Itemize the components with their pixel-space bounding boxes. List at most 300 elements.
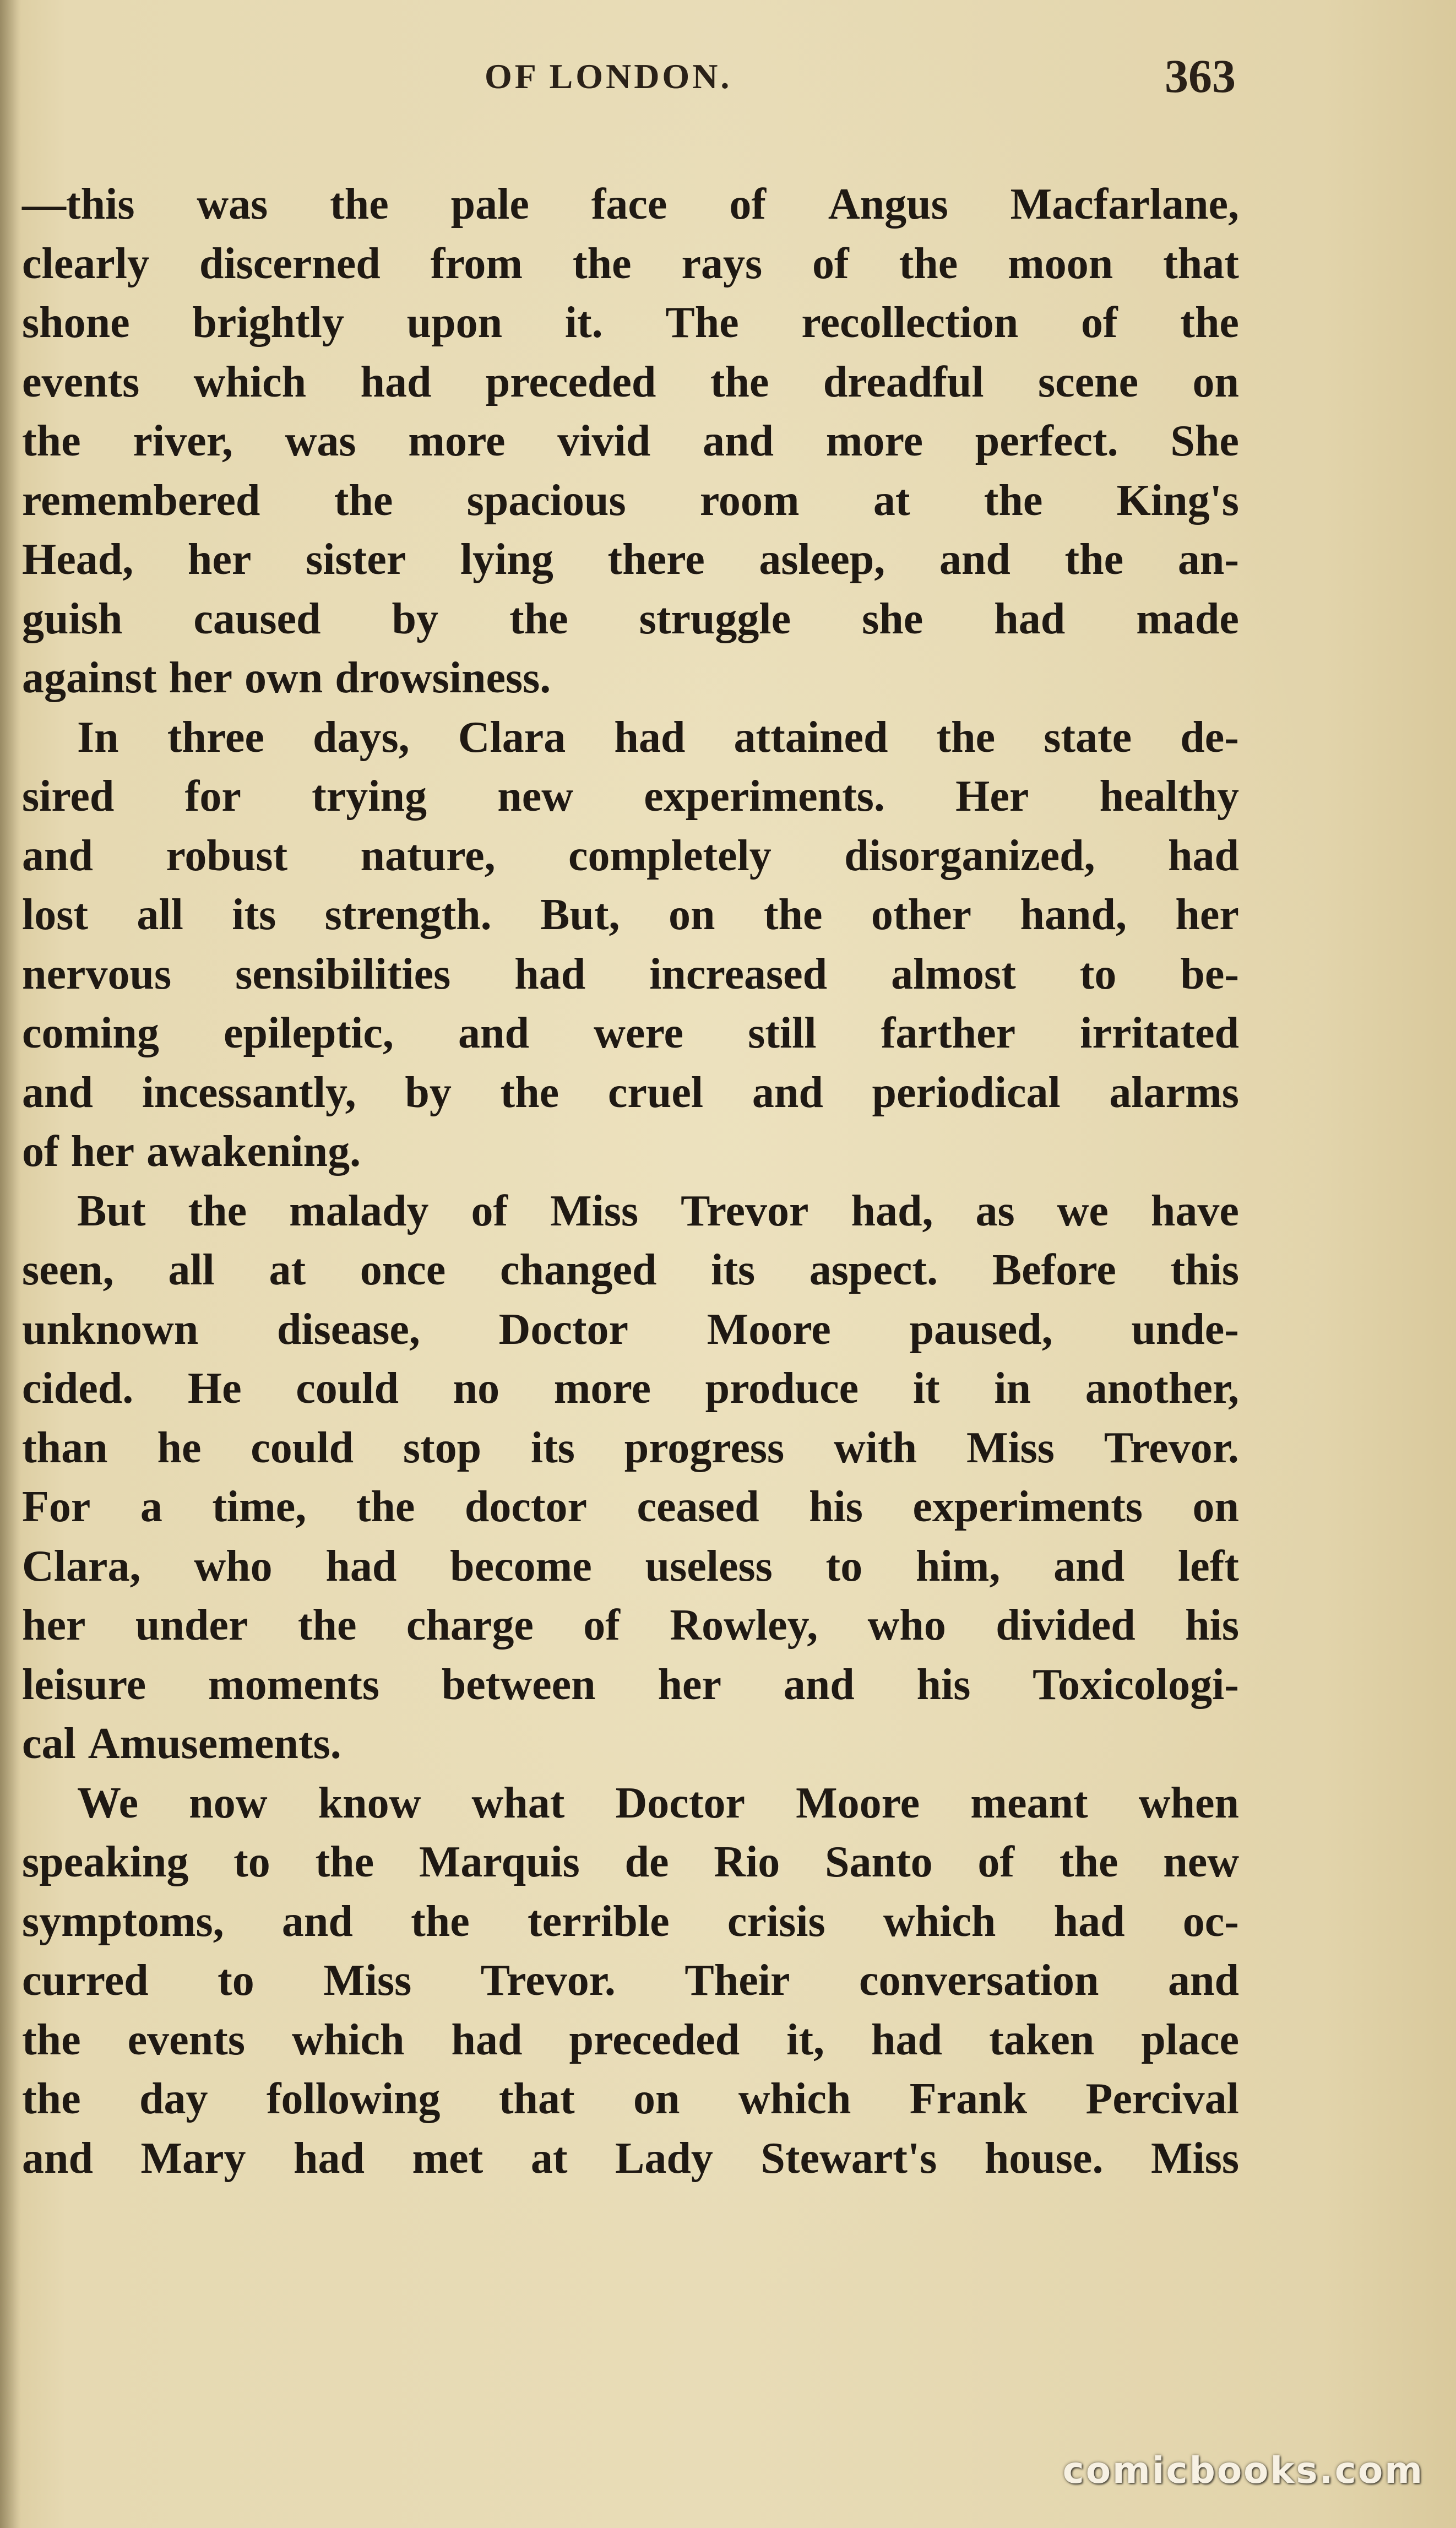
- word: under: [135, 1601, 248, 1650]
- word: Rowley,: [670, 1601, 818, 1650]
- word: that: [1163, 239, 1239, 288]
- word: coming: [22, 1009, 159, 1057]
- word: another,: [1085, 1364, 1239, 1413]
- word: her: [70, 1127, 135, 1176]
- word: the: [572, 239, 632, 288]
- word: symptoms,: [22, 1897, 224, 1946]
- word: pale: [450, 180, 529, 229]
- word: the: [1180, 299, 1239, 347]
- word: King's: [1116, 476, 1239, 525]
- word: Clara,: [22, 1542, 141, 1591]
- word: —this: [22, 180, 135, 229]
- word: could: [296, 1364, 399, 1413]
- word: changed: [499, 1246, 657, 1294]
- word: we: [1057, 1186, 1109, 1235]
- word: meant: [970, 1778, 1088, 1827]
- text-line: [22, 1892, 1239, 1952]
- word: We: [77, 1778, 139, 1827]
- word: she: [862, 594, 923, 643]
- word: Miss: [550, 1186, 639, 1235]
- word: de: [624, 1838, 669, 1886]
- word: had: [325, 1542, 397, 1591]
- word: what: [471, 1778, 565, 1827]
- word: charge: [406, 1601, 534, 1650]
- word: had: [994, 594, 1066, 643]
- word: could: [251, 1423, 354, 1472]
- word: at: [873, 476, 910, 525]
- word: nature,: [360, 831, 496, 880]
- word: of: [471, 1186, 508, 1235]
- word: to: [825, 1542, 863, 1591]
- word: events: [22, 357, 140, 406]
- word: between: [441, 1660, 596, 1709]
- text-line: [22, 1004, 1239, 1064]
- word: her: [187, 535, 252, 584]
- text-line: [22, 1359, 1239, 1419]
- word: Stewart's: [760, 2134, 937, 2183]
- word: her: [22, 1601, 86, 1650]
- word: divided: [996, 1601, 1136, 1650]
- word: days,: [313, 713, 410, 762]
- text-line: [22, 1774, 1239, 1833]
- word: healthy: [1099, 772, 1239, 821]
- word: was: [197, 180, 268, 229]
- word: robust: [166, 831, 288, 880]
- word: on: [1192, 357, 1239, 406]
- text-line: [22, 2129, 1239, 2189]
- word: of: [812, 239, 849, 288]
- word: new: [497, 772, 573, 821]
- text-line: [22, 1122, 1239, 1182]
- word: from: [430, 239, 523, 288]
- word: his: [809, 1483, 863, 1531]
- word: was: [285, 417, 356, 465]
- word: incessantly,: [142, 1068, 356, 1117]
- word: when: [1138, 1778, 1239, 1827]
- word: Miss: [966, 1423, 1055, 1472]
- word: epileptic,: [224, 1009, 394, 1057]
- word: the: [936, 713, 996, 762]
- word: alarms: [1109, 1068, 1239, 1117]
- word: almost: [891, 950, 1016, 999]
- word: the: [710, 357, 769, 406]
- word: more: [825, 417, 923, 465]
- word: experiments: [912, 1483, 1143, 1531]
- word: at: [269, 1246, 306, 1294]
- word: upon: [406, 299, 503, 347]
- word: seen,: [22, 1246, 114, 1294]
- word: the: [984, 476, 1043, 525]
- word: awakening.: [146, 1127, 361, 1176]
- text-line: [22, 1241, 1239, 1300]
- word: her: [169, 654, 233, 702]
- word: Trevor: [681, 1186, 809, 1235]
- word: nervous: [22, 950, 172, 999]
- word: attained: [734, 713, 888, 762]
- word: sired: [22, 772, 115, 821]
- word: for: [184, 772, 241, 821]
- text-line: [22, 827, 1239, 886]
- word: and: [281, 1897, 353, 1946]
- word: three: [167, 713, 264, 762]
- word: ceased: [637, 1483, 759, 1531]
- word: which: [738, 2075, 851, 2123]
- word: Macfarlane,: [1010, 180, 1239, 229]
- word: Doctor: [615, 1778, 745, 1827]
- word: disease,: [276, 1305, 420, 1354]
- word: had: [294, 2134, 365, 2183]
- word: left: [1177, 1542, 1239, 1591]
- word: it.: [564, 299, 603, 347]
- word: of: [583, 1601, 620, 1650]
- text-line: [22, 175, 1239, 235]
- word: had: [871, 2015, 943, 2064]
- word: the: [411, 1897, 470, 1946]
- word: But: [77, 1186, 146, 1235]
- word: room: [699, 476, 800, 525]
- word: irritated: [1080, 1009, 1239, 1057]
- word: he: [157, 1423, 202, 1472]
- word: produce: [705, 1364, 859, 1413]
- word: the: [509, 594, 568, 643]
- word: the: [297, 1601, 357, 1650]
- word: Rio: [714, 1838, 780, 1886]
- word: clearly: [22, 239, 149, 288]
- text-line: [22, 1300, 1239, 1360]
- word: But,: [540, 891, 620, 939]
- word: recollection: [801, 299, 1019, 347]
- word: had: [614, 713, 686, 762]
- word: with: [833, 1423, 917, 1472]
- word: the: [500, 1068, 559, 1117]
- word: completely: [568, 831, 772, 880]
- word: an-: [1177, 535, 1239, 584]
- word: more: [553, 1364, 651, 1413]
- word: struggle: [639, 594, 791, 643]
- word: rays: [681, 239, 763, 288]
- word: a: [140, 1483, 162, 1531]
- word: new: [1163, 1838, 1239, 1886]
- word: Angus: [828, 180, 948, 229]
- word: unde-: [1131, 1305, 1239, 1354]
- word: Mary: [140, 2134, 246, 2183]
- word: Their: [684, 1956, 790, 2005]
- word: own: [245, 654, 323, 702]
- body-text: [22, 175, 1239, 2188]
- word: periodical: [872, 1068, 1061, 1117]
- word: which: [291, 2015, 405, 2064]
- word: remembered: [22, 476, 260, 525]
- word: aspect.: [809, 1246, 938, 1294]
- word: once: [360, 1246, 446, 1294]
- text-line: [22, 708, 1239, 768]
- word: and: [752, 1068, 823, 1117]
- word: Moore: [707, 1305, 831, 1354]
- word: lost: [22, 891, 88, 939]
- text-line: [22, 530, 1239, 590]
- text-line: [22, 294, 1239, 353]
- word: curred: [22, 1956, 149, 2005]
- word: have: [1150, 1186, 1239, 1235]
- text-line: [22, 767, 1239, 827]
- word: in: [994, 1364, 1031, 1413]
- word: Marquis: [419, 1838, 580, 1886]
- word: terrible: [528, 1897, 670, 1946]
- word: of: [22, 1127, 59, 1176]
- word: asleep,: [759, 535, 885, 584]
- word: its: [711, 1246, 756, 1294]
- word: which: [193, 357, 307, 406]
- word: de-: [1180, 713, 1239, 762]
- word: Moore: [796, 1778, 920, 1827]
- word: Miss: [1150, 2134, 1239, 2183]
- word: his: [916, 1660, 971, 1709]
- word: be-: [1180, 950, 1239, 999]
- word: events: [127, 2015, 245, 2064]
- word: strength.: [324, 891, 492, 939]
- running-head: OF LONDON.: [485, 57, 732, 96]
- word: met: [412, 2134, 483, 2183]
- word: cruel: [607, 1068, 704, 1117]
- word: She: [1170, 417, 1239, 465]
- word: to: [218, 1956, 254, 2005]
- word: following: [266, 2075, 441, 2123]
- word: at: [530, 2134, 568, 2183]
- word: paused,: [909, 1305, 1053, 1354]
- word: the: [22, 2075, 81, 2123]
- word: to: [233, 1838, 270, 1886]
- word: Her: [955, 772, 1029, 821]
- word: his: [1185, 1601, 1239, 1650]
- word: the: [334, 476, 393, 525]
- word: day: [139, 2075, 208, 2123]
- word: still: [748, 1009, 817, 1057]
- word: Frank: [909, 2075, 1028, 2123]
- word: the: [356, 1483, 415, 1531]
- word: who: [194, 1542, 273, 1591]
- word: know: [318, 1778, 421, 1827]
- word: the: [330, 180, 389, 229]
- word: drowsiness.: [335, 654, 551, 702]
- word: and: [939, 535, 1010, 584]
- word: had,: [851, 1186, 933, 1235]
- word: preceded: [569, 2015, 740, 2064]
- word: its: [232, 891, 276, 939]
- word: were: [594, 1009, 684, 1057]
- word: become: [450, 1542, 592, 1591]
- text-line: [22, 945, 1239, 1005]
- word: house.: [984, 2134, 1104, 2183]
- page-number: 363: [1165, 50, 1236, 102]
- word: sensibilities: [235, 950, 451, 999]
- word: more: [408, 417, 506, 465]
- word: and: [1053, 1542, 1125, 1591]
- word: scene: [1037, 357, 1139, 406]
- text-line: [22, 1596, 1239, 1656]
- word: the: [899, 239, 958, 288]
- word: made: [1136, 594, 1239, 643]
- word: against: [22, 654, 157, 702]
- word: other: [871, 891, 972, 939]
- word: lying: [460, 535, 553, 584]
- word: useless: [645, 1542, 773, 1591]
- word: than: [22, 1423, 108, 1472]
- word: dreadful: [823, 357, 984, 406]
- word: Santo: [825, 1838, 933, 1886]
- word: the: [1064, 535, 1124, 584]
- word: as: [975, 1186, 1015, 1235]
- word: He: [187, 1364, 242, 1413]
- word: state: [1044, 713, 1132, 762]
- word: sister: [306, 535, 406, 584]
- word: doctor: [464, 1483, 587, 1531]
- word: the: [22, 2015, 81, 2064]
- text-line: [22, 1537, 1239, 1597]
- word: and: [783, 1660, 855, 1709]
- word: had: [1053, 1897, 1125, 1946]
- word: on: [668, 891, 715, 939]
- word: on: [633, 2075, 680, 2123]
- word: who: [867, 1601, 946, 1650]
- word: and: [458, 1009, 529, 1057]
- word: Lady: [615, 2134, 713, 2183]
- word: hand,: [1020, 891, 1127, 939]
- word: preceded: [485, 357, 656, 406]
- word: now: [189, 1778, 268, 1827]
- word: river,: [133, 417, 233, 465]
- word: For: [22, 1483, 91, 1531]
- word: unknown: [22, 1305, 199, 1354]
- word: and: [22, 2134, 93, 2183]
- word: it,: [786, 2015, 825, 2064]
- word: brightly: [192, 299, 344, 347]
- word: increased: [649, 950, 828, 999]
- word: leisure: [22, 1660, 146, 1709]
- word: place: [1141, 2015, 1239, 2064]
- text-line: [22, 235, 1239, 294]
- word: by: [405, 1068, 452, 1117]
- word: and: [1167, 1956, 1239, 2005]
- word: the: [315, 1838, 374, 1886]
- word: conversation: [859, 1956, 1099, 2005]
- word: and: [22, 1068, 93, 1117]
- word: spacious: [466, 476, 626, 525]
- word: trying: [312, 772, 427, 821]
- word: her: [1175, 891, 1239, 939]
- word: on: [1192, 1483, 1239, 1531]
- text-line: [22, 590, 1239, 649]
- word: the: [1059, 1838, 1118, 1886]
- word: of: [729, 180, 766, 229]
- word: which: [883, 1897, 996, 1946]
- word: of: [1080, 299, 1118, 347]
- word: Before: [992, 1246, 1116, 1294]
- word: Amusements.: [88, 1719, 341, 1768]
- word: the: [22, 417, 81, 465]
- word: it: [912, 1364, 940, 1413]
- word: taken: [989, 2015, 1095, 2064]
- word: no: [453, 1364, 500, 1413]
- word: and: [22, 831, 93, 880]
- word: Head,: [22, 535, 134, 584]
- word: speaking: [22, 1838, 189, 1886]
- word: farther: [881, 1009, 1016, 1057]
- word: Toxicologi-: [1033, 1660, 1239, 1709]
- word: Trevor.: [1104, 1423, 1239, 1472]
- word: had: [514, 950, 586, 999]
- word: moon: [1008, 239, 1113, 288]
- word: Doctor: [498, 1305, 629, 1354]
- word: vivid: [557, 417, 651, 465]
- text-line: [22, 353, 1239, 413]
- text-line: [22, 471, 1239, 531]
- word: discerned: [199, 239, 381, 288]
- word: In: [77, 713, 119, 762]
- word: shone: [22, 299, 130, 347]
- text-line: [22, 1419, 1239, 1478]
- word: cided.: [22, 1364, 134, 1413]
- text-line: [22, 1951, 1239, 2011]
- word: Percival: [1085, 2075, 1239, 2123]
- text-line: [22, 2011, 1239, 2070]
- word: by: [392, 594, 438, 643]
- word: progress: [624, 1423, 785, 1472]
- word: the: [763, 891, 823, 939]
- text-line: [22, 886, 1239, 945]
- word: cal: [22, 1719, 76, 1768]
- text-line: [22, 1182, 1239, 1241]
- word: Trevor.: [480, 1956, 616, 2005]
- text-line: [22, 1715, 1239, 1774]
- text-line: [22, 1656, 1239, 1715]
- word: Clara: [458, 713, 566, 762]
- text-line: [22, 1478, 1239, 1537]
- word: had: [360, 357, 432, 406]
- word: guish: [22, 594, 123, 643]
- word: caused: [193, 594, 321, 643]
- word: The: [665, 299, 739, 347]
- word: malady: [289, 1186, 429, 1235]
- word: and: [703, 417, 774, 465]
- word: crisis: [727, 1897, 825, 1946]
- word: oc-: [1182, 1897, 1239, 1946]
- text-line: [22, 649, 1239, 708]
- word: its: [530, 1423, 575, 1472]
- word: this: [1170, 1246, 1239, 1294]
- word: all: [168, 1246, 215, 1294]
- word: her: [658, 1660, 721, 1709]
- word: him,: [915, 1542, 1001, 1591]
- word: perfect.: [975, 417, 1118, 465]
- word: time,: [212, 1483, 307, 1531]
- text-line: [22, 1064, 1239, 1123]
- word: that: [498, 2075, 575, 2123]
- word: had: [1168, 831, 1239, 880]
- word: moments: [208, 1660, 379, 1709]
- watermark: comicbooks.com: [1062, 2449, 1424, 2492]
- word: of: [977, 1838, 1015, 1886]
- word: had: [451, 2015, 523, 2064]
- word: disorganized,: [844, 831, 1095, 880]
- text-line: [22, 1833, 1239, 1892]
- word: stop: [403, 1423, 482, 1472]
- text-line: [22, 412, 1239, 471]
- word: Miss: [323, 1956, 412, 2005]
- word: to: [1079, 950, 1117, 999]
- word: face: [591, 180, 667, 229]
- word: there: [607, 535, 705, 584]
- text-line: [22, 2070, 1239, 2129]
